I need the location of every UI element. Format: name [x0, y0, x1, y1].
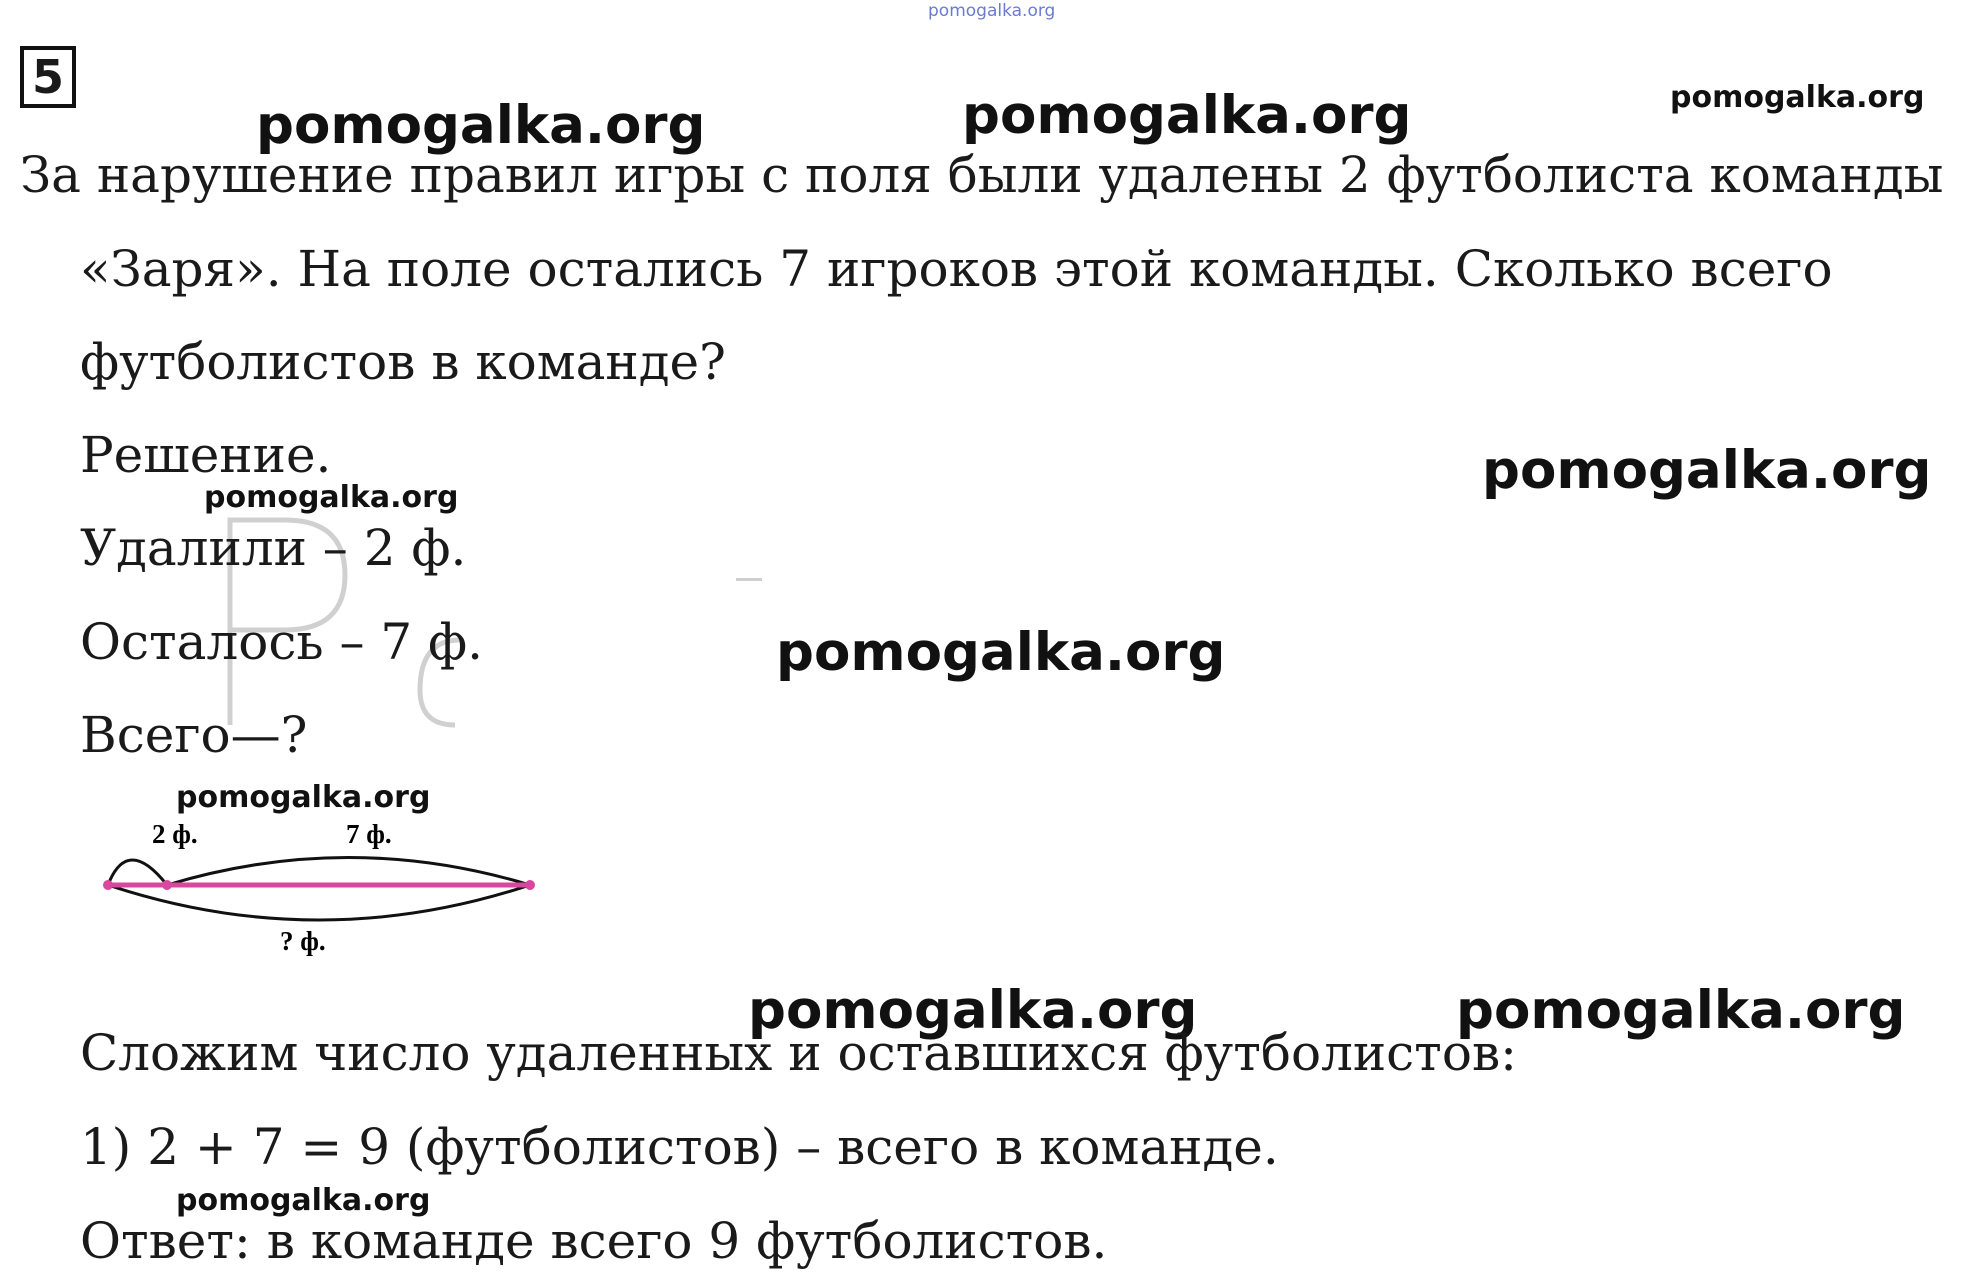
task-line: футболистов в команде?: [80, 333, 726, 391]
answer: Ответ: в команде всего 9 футболистов.: [80, 1212, 1108, 1270]
watermark: pomogalka.org: [204, 480, 459, 515]
segment-point: [103, 880, 113, 890]
explanation: Сложим число удаленных и оставшихся футболистов:: [80, 1024, 1517, 1082]
label-remaining: 7 ф.: [346, 819, 392, 849]
segment-diagram: [90, 805, 550, 975]
watermark: pomogalka.org: [962, 85, 1412, 146]
segment-point: [525, 880, 535, 890]
solution-heading: Решение.: [80, 426, 332, 484]
label-removed: 2 ф.: [152, 819, 198, 849]
solution-line-total: Всего—?: [80, 706, 308, 764]
watermark: pomogalka.org: [1482, 440, 1932, 501]
watermark: pomogalka.org: [176, 1183, 431, 1218]
watermark: pomogalka.org: [176, 780, 431, 815]
task-number: 5: [20, 46, 76, 108]
arc-remaining: [167, 858, 530, 886]
solution-line-removed: Удалили – 2 ф.: [80, 519, 467, 577]
watermark-top: pomogalka.org: [928, 1, 1056, 21]
task-line: «Заря». На поле остались 7 игроков этой команды. Сколько всего: [80, 240, 1833, 298]
step-1: 1) 2 + 7 = 9 (футболистов) – всего в команде.: [80, 1118, 1279, 1176]
watermark: pomogalka.org: [1670, 80, 1925, 115]
watermark: pomogalka.org: [748, 980, 1198, 1041]
arc-total: [108, 885, 530, 920]
watermark: pomogalka.org: [256, 95, 706, 156]
arc-removed: [108, 860, 167, 885]
task-line: За нарушение правил игры с поля были удалены 2 футболиста команды: [20, 146, 1944, 204]
solution-line-remaining: Осталось – 7 ф.: [80, 613, 484, 671]
ghost-dash: [736, 578, 762, 581]
watermark: pomogalka.org: [776, 622, 1226, 683]
watermark: pomogalka.org: [1456, 980, 1906, 1041]
segment-point: [162, 880, 172, 890]
label-total: ? ф.: [280, 926, 326, 956]
